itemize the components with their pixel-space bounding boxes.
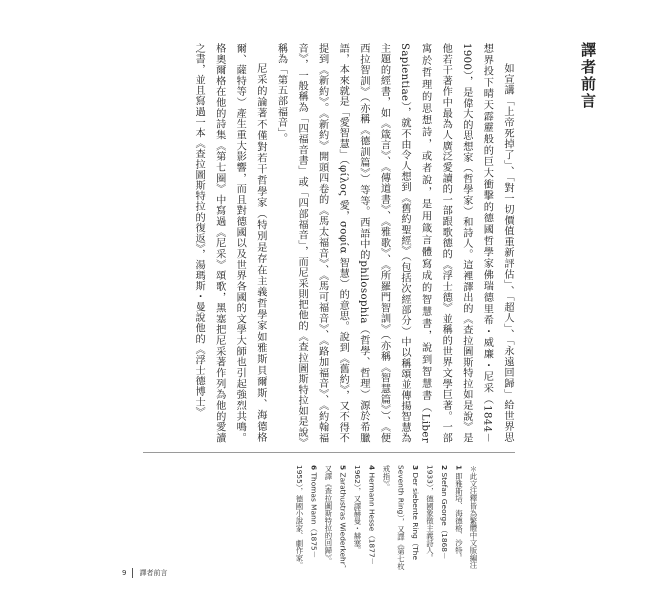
page-number: 9 bbox=[122, 569, 127, 577]
notes-heading: ＊此文注釋皆為繁體中文版編注 bbox=[469, 465, 478, 569]
paragraph: 如宣講「上帝死掉了」、「對一切價值重新評估」、「超人」、「永遠回歸」給世界思想界投下晴天霹靂般的巨大衝擊的德國哲學家佛瑞德里希・威廉・尼采（1844－1900），是偉大的思想家（哲學家）和詩人。這裡譯出的《查拉圖斯特拉如是說》是他若干著作中最為人廣泛愛讀的一部跟歌德的《浮士德》並稱的世界文學巨著。一部寓於哲理的思想詩，或者說，是用箴言體寫成的智慧書，說到智慧書（Liber Sapientiae），就不由令人想到《舊約聖經》（包括次經部分）中以稱頌並傳揚智慧為主題的經書，如《箴言》、《傳道書》、《雅歌》、《所羅門智訓》（亦稱《智慧篇》）、《便西拉智訓》（亦稱《德訓篇》）等等。西語中的philosophia（哲學、哲理）源於希臘語，本來就是「愛智慧」（φίλος 愛，σοφία 智慧）的意思。說到《舊約》，又不得不提到《新約》。《新約》開頭四卷的《馬太福音》、《馬可福音》、《路加福音》、《約翰福音》，一般稱為「四福音書」或「四部福音」，而尼采則把他的《查拉圖斯特拉如是說》稱為「第五部福音」。 bbox=[275, 43, 513, 443]
paragraph: 尼采的論著不僅對若干哲學家（特別是存在主義哲學家如雅斯貝爾斯、海德格爾、薩特等）產生重大影響，而且對德國以及世界各國的文學大師也引起強烈共鳴。格奧爾格在他的詩集《第七圈》中寫過《尼采》頌歌，黑塞把尼采著作列為他的愛讀之書，並且寫過一本《查拉圖斯特拉的復返》，湯瑪斯・曼說他的《浮士德博士》 bbox=[193, 43, 266, 443]
notes-divider bbox=[143, 452, 515, 453]
footnote-number: 1 bbox=[454, 465, 464, 471]
footnote-item bbox=[321, 465, 350, 573]
main-text bbox=[147, 43, 517, 443]
footnote-item bbox=[379, 465, 423, 573]
footer-rule bbox=[132, 568, 133, 578]
page-footer bbox=[122, 568, 167, 578]
footnote-text: Zarathustras Wiederkehr，又譯《查拉圖斯特拉的回歸》。 bbox=[324, 465, 348, 573]
footnote-number: 3 bbox=[411, 465, 420, 471]
footnote-number: 5 bbox=[338, 465, 348, 471]
footnote-text: Der siebente Ring（The Seventh Ring），又譯《第七枚戒指》。 bbox=[382, 465, 420, 570]
running-title: 譯者前言 bbox=[139, 569, 168, 577]
footnotes bbox=[160, 465, 480, 573]
footnote-item bbox=[292, 465, 321, 573]
footnote-text: Hermann Hesse（1877－1962），又譯赫曼・赫塞。 bbox=[353, 465, 377, 565]
footnote-text: Thomas Mann（1875－1955），德國小說家、劇作家。 bbox=[295, 465, 319, 569]
footnote-number: 2 bbox=[440, 465, 449, 471]
footnote-item bbox=[350, 465, 379, 573]
section-title: 譯者前言 bbox=[579, 42, 597, 110]
footnote-text: 即雅斯培、海德格、沙特。 bbox=[454, 472, 464, 562]
footnote-number: 6 bbox=[309, 465, 319, 471]
footnote-number: 4 bbox=[367, 465, 377, 471]
footnote-item bbox=[422, 465, 451, 573]
footnote-item bbox=[451, 465, 466, 573]
footnote-text: Stefan George（1868－1933），德國象徵主義詩人。 bbox=[425, 465, 449, 562]
